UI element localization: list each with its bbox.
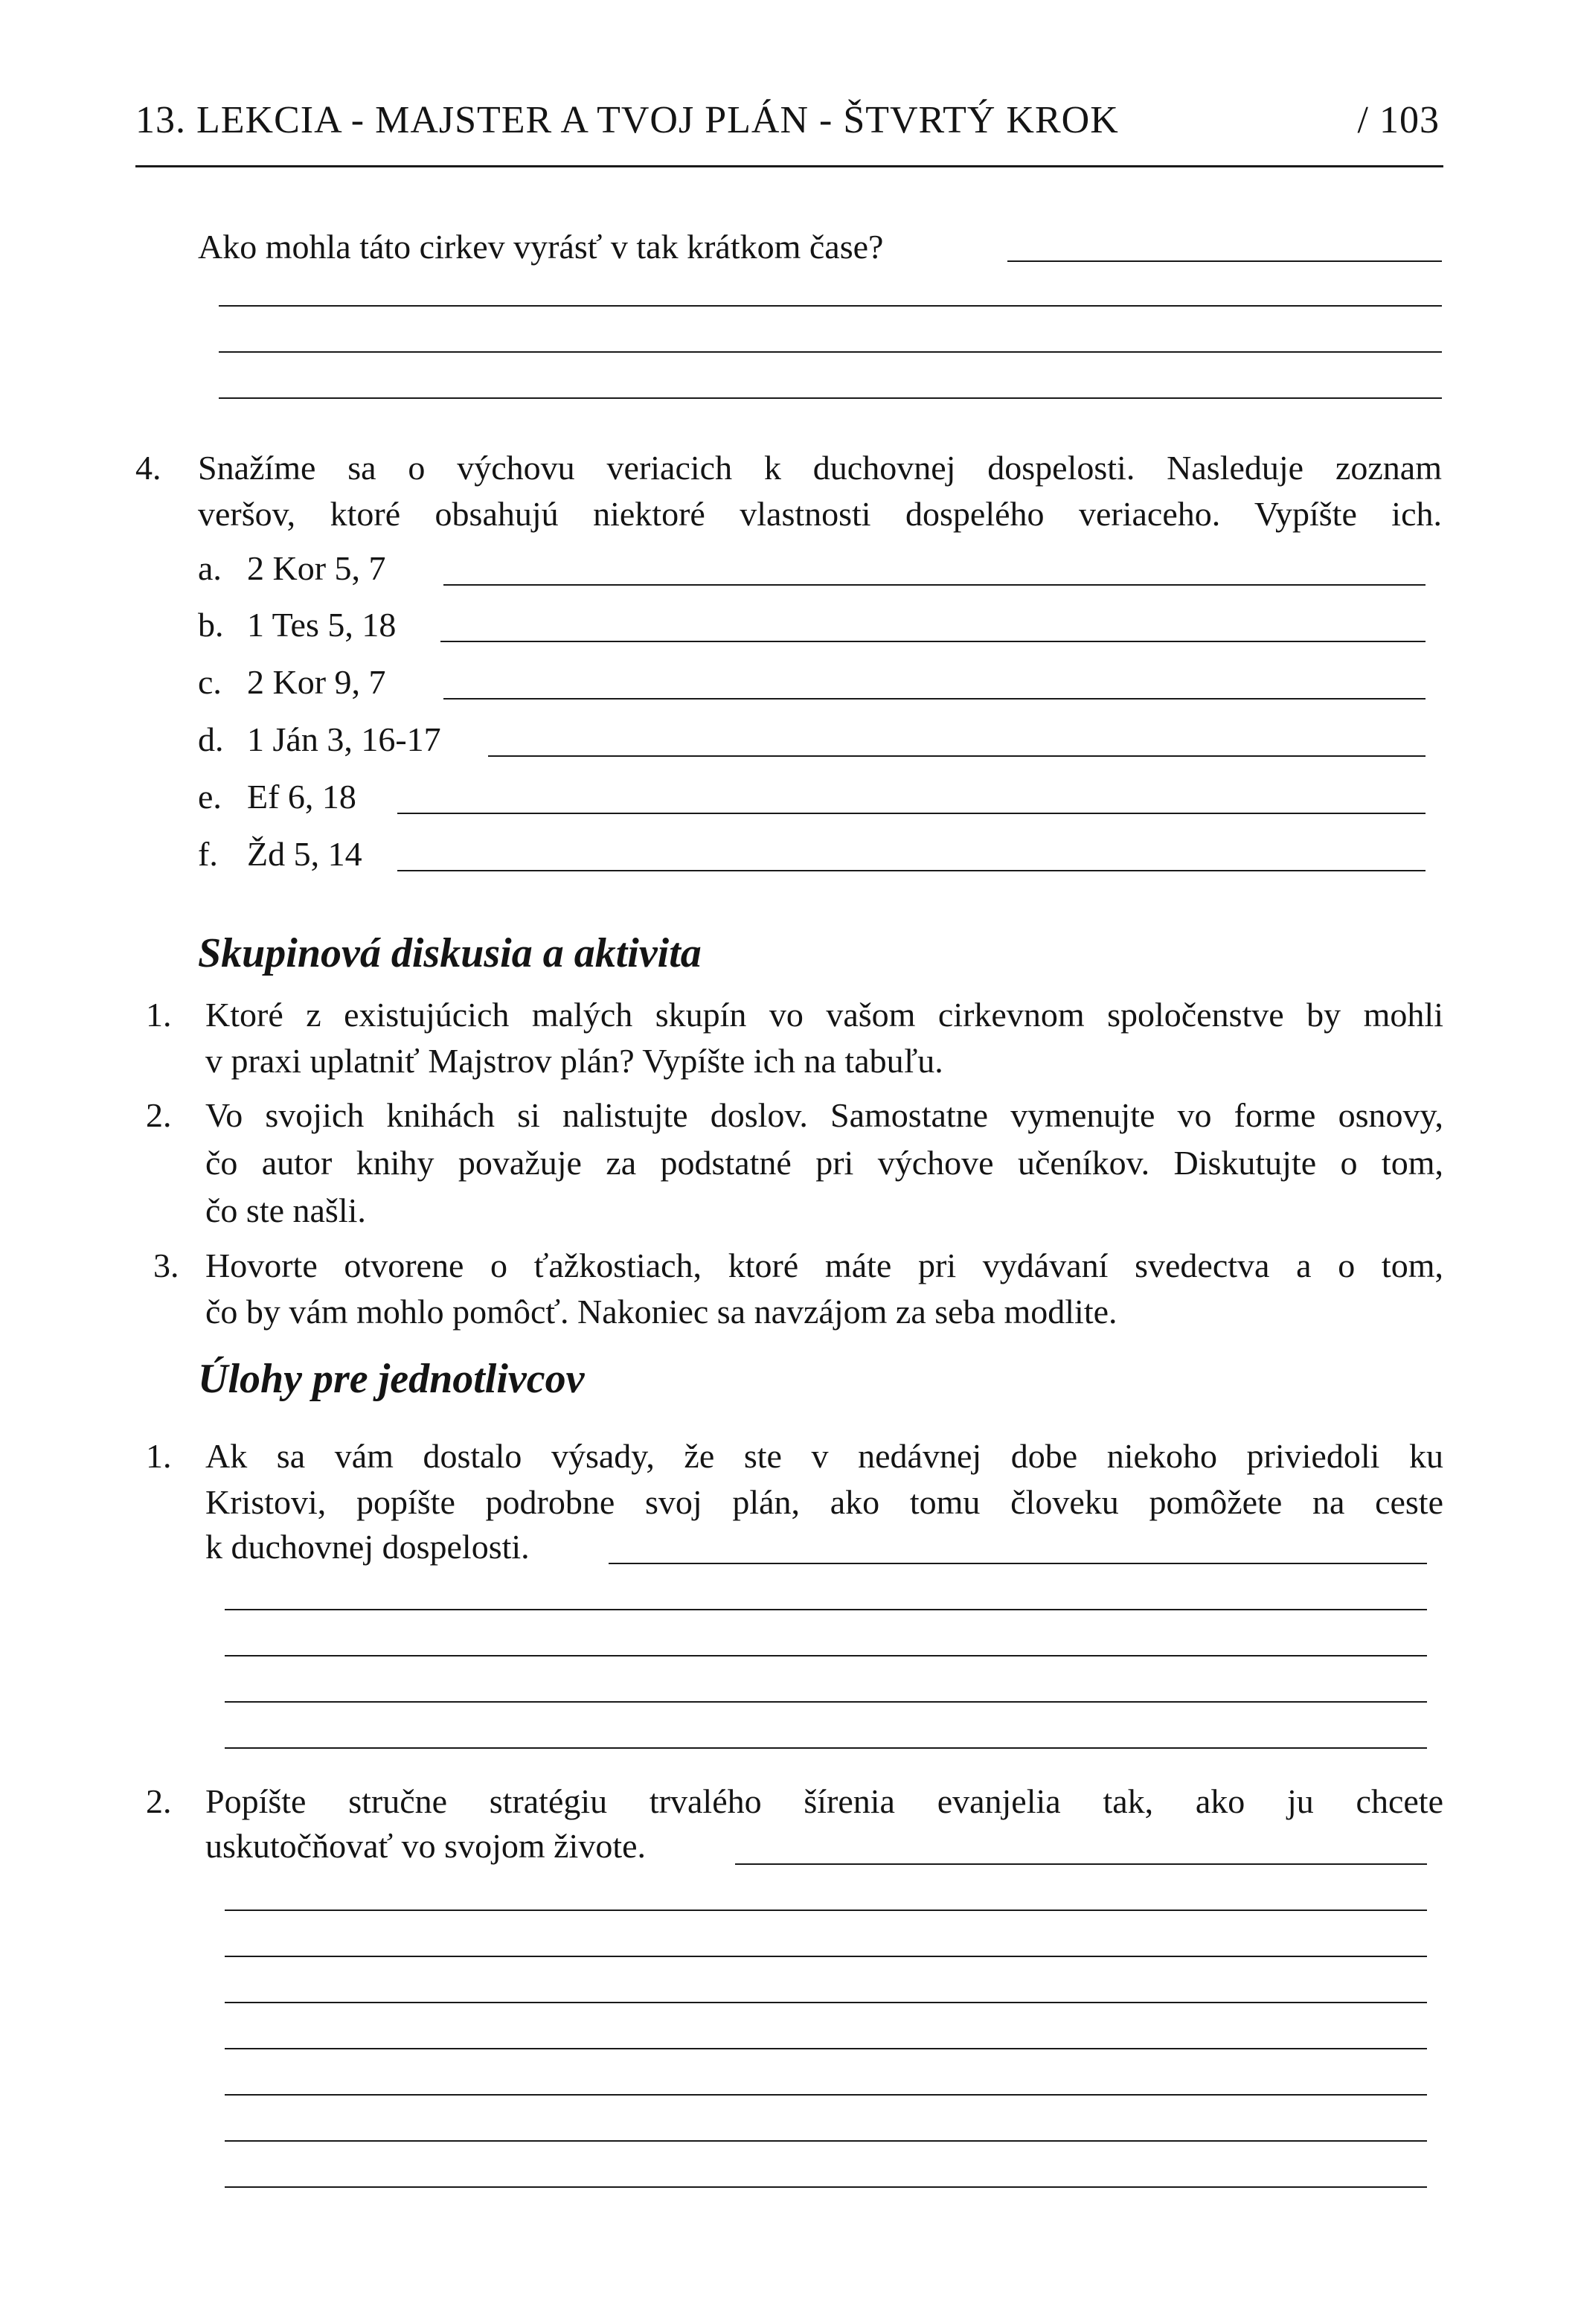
answer-line[interactable] [443,698,1426,700]
verse-letter: e. [198,778,222,816]
answer-line[interactable] [225,1910,1427,1911]
answer-line[interactable] [440,641,1426,642]
item-number: 2. [146,1782,172,1820]
verse-reference: Žd 5, 14 [247,835,362,873]
page-number: / 103 [1357,99,1440,141]
item-text: v praxi uplatniť Majstrov plán? Vypíšte ich na tabuľu. [205,1042,943,1080]
running-header-title: 13. LEKCIA - MAJSTER A TVOJ PLÁN - ŠTVRTÝ KROK [135,99,1119,141]
item-text: Hovorte otvorene o ťažkostiach, ktoré máte pri vydávaní svedectva a o tom, [205,1246,1443,1284]
answer-line[interactable] [225,2186,1427,2188]
verse-reference: 1 Ján 3, 16-17 [247,720,441,758]
question-text: veršov, ktoré obsahujú niektoré vlastnosti dospelého veriaceho. Vypíšte ich. [198,495,1442,533]
item-text: Ktoré z existujúcich malých skupín vo vašom cirkevnom spoločenstve by mohli [205,996,1443,1034]
answer-line[interactable] [225,2094,1427,2096]
question-number: 4. [135,449,161,487]
item-number: 3. [153,1246,179,1284]
answer-line[interactable] [225,1655,1427,1656]
answer-line[interactable] [397,813,1426,814]
answer-line[interactable] [443,584,1426,586]
answer-line[interactable] [225,2048,1427,2049]
verse-reference: Ef 6, 18 [247,778,356,816]
item-text: k duchovnej dospelosti. [205,1528,530,1566]
item-number: 1. [146,996,172,1034]
answer-line[interactable] [225,2002,1427,2003]
verse-reference: 1 Tes 5, 18 [247,606,397,644]
question-text: Ako mohla táto cirkev vyrásť v tak krátkom čase? [198,228,884,266]
verse-letter: f. [198,835,218,873]
answer-line[interactable] [397,870,1426,871]
answer-line[interactable] [225,1956,1427,1957]
answer-line[interactable] [609,1563,1427,1564]
section-title-group: Skupinová diskusia a aktivita [198,930,702,976]
answer-line[interactable] [219,351,1442,353]
verse-letter: d. [198,720,224,758]
section-title-individual: Úlohy pre jednotlivcov [198,1356,585,1402]
answer-line[interactable] [219,305,1442,307]
item-text: Vo svojich knihách si nalistujte doslov. Samostatne vymenujte vo forme osnovy, [205,1096,1443,1134]
item-text: Ak sa vám dostalo výsady, že ste v nedávnej dobe niekoho priviedoli ku [205,1437,1443,1475]
answer-line[interactable] [1007,260,1442,262]
item-text: uskutočňovať vo svojom živote. [205,1827,647,1865]
item-number: 1. [146,1437,172,1475]
item-text: Popíšte stručne stratégiu trvalého šírenia evanjelia tak, ako ju chcete [205,1782,1443,1820]
verse-letter: c. [198,663,222,701]
answer-line[interactable] [488,755,1426,757]
item-text: čo autor knihy považuje za podstatné pri výchove učeníkov. Diskutujte o tom, [205,1144,1443,1182]
item-text: Kristovi, popíšte podrobne svoj plán, ako tomu človeku pomôžete na ceste [205,1483,1443,1521]
item-number: 2. [146,1096,172,1134]
answer-line[interactable] [219,397,1442,399]
verse-reference: 2 Kor 9, 7 [247,663,386,701]
answer-line[interactable] [735,1863,1427,1865]
verse-letter: b. [198,606,224,644]
verse-reference: 2 Kor 5, 7 [247,549,386,587]
question-text: Snažíme sa o výchovu veriacich k duchovnej dospelosti. Nasleduje zoznam [198,449,1442,487]
item-text: čo ste našli. [205,1191,366,1229]
answer-line[interactable] [225,1609,1427,1610]
answer-line[interactable] [225,2140,1427,2142]
answer-line[interactable] [225,1701,1427,1703]
verse-letter: a. [198,549,222,587]
item-text: čo by vám mohlo pomôcť. Nakoniec sa navzájom za seba modlite. [205,1293,1117,1331]
answer-line[interactable] [225,1747,1427,1749]
header-divider [135,165,1443,167]
